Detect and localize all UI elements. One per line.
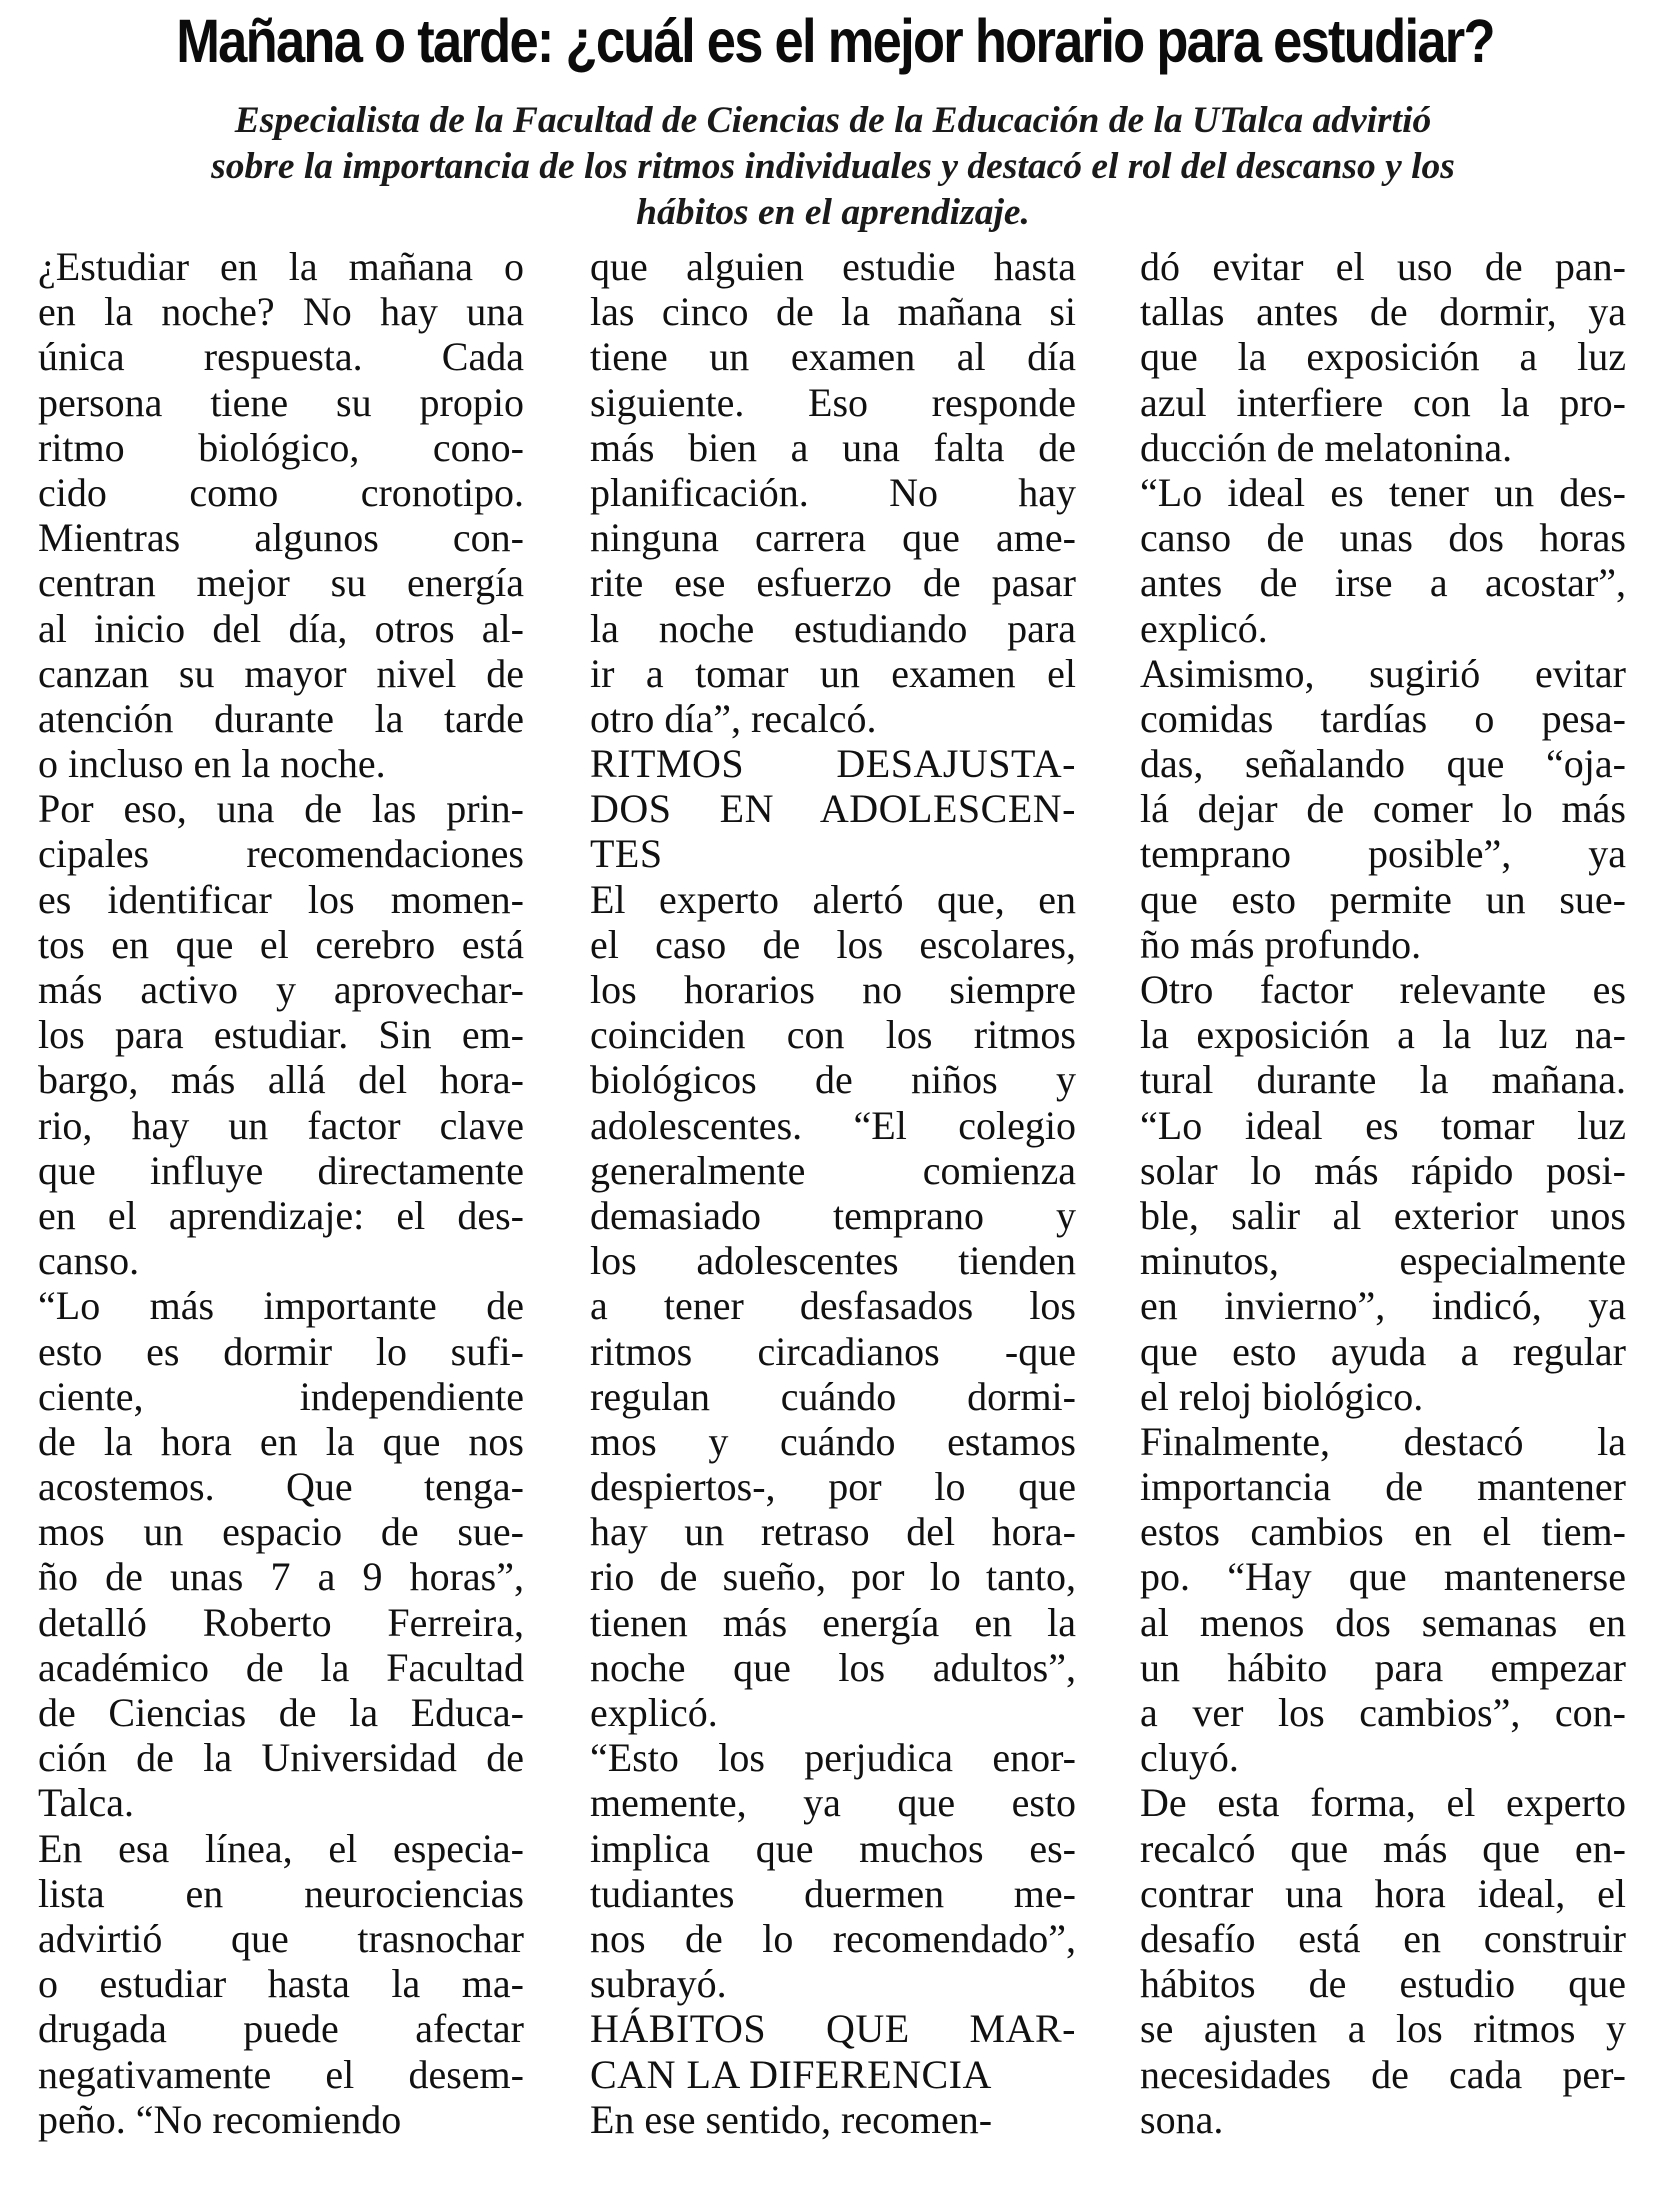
text-line: ducción de melatonina. <box>1140 424 1513 470</box>
article-headline: Mañana o tarde: ¿cuál es el mejor horario para estudiar? <box>176 7 1494 75</box>
deck-line: hábitos en el aprendizaje. <box>636 192 1030 233</box>
text-line: ble, salir al exterior unos <box>1140 1192 1626 1238</box>
body-paragraph <box>1140 651 1626 967</box>
text-line: ciente, independiente <box>38 1373 524 1419</box>
body-paragraph <box>1140 470 1626 651</box>
text-line: ción de la Universidad de <box>38 1735 524 1781</box>
text-line: ir a tomar un examen el <box>590 650 1076 696</box>
text-line: acostemos. Que tenga- <box>38 1464 524 1510</box>
text-line: que esto permite un sue- <box>1140 876 1626 922</box>
text-line: cipales recomendaciones <box>38 831 524 877</box>
text-line: que influye directamente <box>38 1147 524 1193</box>
text-line: peño. “No recomiendo <box>38 2096 402 2142</box>
text-line: los adolescentes tienden <box>590 1238 1076 1284</box>
text-line: tienen más energía en la <box>590 1599 1076 1645</box>
text-line: cluyó. <box>1140 1735 1239 1781</box>
text-line: académico de la Facultad <box>38 1644 524 1690</box>
text-line: “Esto los perjudica enor- <box>590 1735 1076 1781</box>
text-line: dó evitar el uso de pan- <box>1140 244 1626 289</box>
article-deck <box>40 98 1626 236</box>
text-line: El experto alertó que, en <box>590 876 1076 922</box>
text-line: rio, hay un factor clave <box>38 1102 524 1148</box>
text-column-3 <box>1140 244 1626 2189</box>
text-line: detalló Roberto Ferreira, <box>38 1599 524 1645</box>
text-line: canso. <box>38 1238 140 1284</box>
text-line: Por eso, una de las prin- <box>38 786 524 832</box>
text-line: generalmente comienza <box>590 1147 1076 1193</box>
body-paragraph <box>590 877 1076 1736</box>
text-line: los horarios no siempre <box>590 967 1076 1012</box>
text-line: “Lo ideal es tener un des- <box>1140 469 1626 515</box>
text-line: solar lo más rápido posi- <box>1140 1147 1626 1193</box>
text-line: Mientras algunos con- <box>38 515 524 561</box>
text-line: temprano posible”, ya <box>1140 831 1626 877</box>
text-line: ño más profundo. <box>1140 921 1422 967</box>
text-line: a tener desfasados los <box>590 1283 1076 1329</box>
text-line: nos de lo recomendado”, <box>590 1915 1076 1961</box>
section-subheading <box>590 2006 1076 2096</box>
text-line: noche que los adultos”, <box>590 1644 1076 1690</box>
text-line: rite ese esfuerzo de pasar <box>590 560 1076 606</box>
text-line: coinciden con los ritmos <box>590 1012 1076 1058</box>
text-line: canzan su mayor nivel de <box>38 650 524 696</box>
text-line: que alguien estudie hasta <box>590 244 1076 289</box>
text-line: demasiado temprano y <box>590 1192 1076 1238</box>
text-line: en el aprendizaje: el des- <box>38 1192 524 1238</box>
text-line: subrayó. <box>590 1961 727 2007</box>
body-paragraph <box>1140 1780 1626 2142</box>
text-line: “Lo más importante de <box>38 1283 524 1329</box>
text-line: en la noche? No hay una <box>38 289 524 335</box>
body-paragraph <box>38 244 524 786</box>
text-line: recalcó que más que en- <box>1140 1825 1626 1871</box>
text-line: que la exposición a luz <box>1140 334 1626 380</box>
text-line: despiertos-, por lo que <box>590 1464 1076 1510</box>
body-paragraph <box>590 244 1076 741</box>
body-paragraph <box>38 1826 524 2142</box>
deck-line: Especialista de la Facultad de Ciencias de la Educación de la UTalca advirtió <box>234 100 1432 141</box>
text-line: “Lo ideal es tomar luz <box>1140 1102 1626 1148</box>
text-line: drugada puede afectar <box>38 2006 524 2052</box>
text-line: minutos, especialmente <box>1140 1238 1626 1284</box>
text-line: antes de irse a acostar”, <box>1140 560 1626 606</box>
text-line: planificación. No hay <box>590 469 1076 515</box>
text-line: implica que muchos es- <box>590 1825 1076 1871</box>
text-line: Otro factor relevante es <box>1140 967 1626 1012</box>
text-line: siguiente. Eso responde <box>590 379 1076 425</box>
text-line: el reloj biológico. <box>1140 1373 1424 1419</box>
text-line: ¿Estudiar en la mañana o <box>38 244 524 289</box>
text-line: otro día”, recalcó. <box>590 695 877 741</box>
text-line: tos en que el cerebro está <box>38 921 524 967</box>
text-column-2 <box>590 244 1076 2189</box>
text-line: lá dejar de comer lo más <box>1140 786 1626 832</box>
text-line: explicó. <box>1140 605 1268 651</box>
text-line: bargo, más allá del hora- <box>38 1057 524 1103</box>
text-line: al menos dos semanas en <box>1140 1599 1626 1645</box>
text-line: Asimismo, sugirió evitar <box>1140 650 1626 696</box>
text-line: mos y cuándo estamos <box>590 1418 1076 1464</box>
text-line: o incluso en la noche. <box>38 741 386 787</box>
text-line: Talca. <box>38 1780 135 1826</box>
text-line: única respuesta. Cada <box>38 334 524 380</box>
text-line: ño de unas 7 a 9 horas”, <box>38 1554 524 1600</box>
body-paragraph <box>38 786 524 1283</box>
text-line: en invierno”, indicó, ya <box>1140 1283 1626 1329</box>
text-line: que esto ayuda a regular <box>1140 1328 1626 1374</box>
text-line: CAN LA DIFERENCIA <box>590 2051 992 2097</box>
text-line: canso de unas dos horas <box>1140 515 1626 561</box>
body-paragraph <box>38 1283 524 1825</box>
body-paragraph <box>1140 967 1626 1419</box>
text-line: la exposición a la luz na- <box>1140 1012 1626 1058</box>
text-line: es identificar los momen- <box>38 876 524 922</box>
text-line: RITMOS DESAJUSTA- <box>590 741 1076 787</box>
text-line: las cinco de la mañana si <box>590 289 1076 335</box>
text-line: HÁBITOS QUE MAR- <box>590 2006 1076 2052</box>
text-line: se ajusten a los ritmos y <box>1140 2006 1626 2052</box>
text-line: o estudiar hasta la ma- <box>38 1961 524 2007</box>
text-line: regulan cuándo dormi- <box>590 1373 1076 1419</box>
text-line: lista en neurociencias <box>38 1870 524 1916</box>
text-line: ritmo biológico, cono- <box>38 424 524 470</box>
text-line: TES <box>590 831 663 877</box>
text-line: advirtió que trasnochar <box>38 1915 524 1961</box>
text-line: tiene un examen al día <box>590 334 1076 380</box>
text-line: de la hora en la que nos <box>38 1418 524 1464</box>
body-paragraph <box>1140 1419 1626 1781</box>
deck-line: sobre la importancia de los ritmos individuales y destacó el rol del descanso y los <box>211 146 1455 187</box>
section-subheading <box>590 741 1076 877</box>
text-line: de Ciencias de la Educa- <box>38 1690 524 1735</box>
text-line: centran mejor su energía <box>38 560 524 606</box>
text-line: memente, ya que esto <box>590 1780 1076 1826</box>
body-paragraph <box>590 2097 1076 2142</box>
text-line: mos un espacio de sue- <box>38 1509 524 1555</box>
text-line: atención durante la tarde <box>38 695 524 741</box>
text-line: necesidades de cada per- <box>1140 2051 1626 2097</box>
text-line: al inicio del día, otros al- <box>38 605 524 651</box>
text-line: un hábito para empezar <box>1140 1644 1626 1690</box>
text-line: cido como cronotipo. <box>38 469 524 515</box>
text-column-1 <box>38 244 524 2189</box>
text-line: En ese sentido, recomen- <box>590 2096 993 2142</box>
text-line: sona. <box>1140 2096 1224 2142</box>
text-line: azul interfiere con la pro- <box>1140 379 1626 425</box>
text-line: la noche estudiando para <box>590 605 1076 651</box>
text-line: tural durante la mañana. <box>1140 1057 1626 1103</box>
text-line: contrar una hora ideal, el <box>1140 1870 1626 1916</box>
text-line: estos cambios en el tiem- <box>1140 1509 1626 1555</box>
text-line: DOS EN ADOLESCEN- <box>590 786 1076 832</box>
text-line: das, señalando que “oja- <box>1140 741 1626 787</box>
text-line: De esta forma, el experto <box>1140 1780 1626 1826</box>
text-line: persona tiene su propio <box>38 379 524 425</box>
article-body <box>38 244 1628 2189</box>
text-line: el caso de los escolares, <box>590 921 1076 967</box>
text-line: comidas tardías o pesa- <box>1140 695 1626 741</box>
text-line: desafío está en construir <box>1140 1915 1626 1961</box>
text-line: explicó. <box>590 1690 718 1735</box>
text-line: adolescentes. “El colegio <box>590 1102 1076 1148</box>
text-line: esto es dormir lo sufi- <box>38 1328 524 1374</box>
text-line: ritmos circadianos -que <box>590 1328 1076 1374</box>
text-line: hay un retraso del hora- <box>590 1509 1076 1555</box>
text-line: a ver los cambios”, con- <box>1140 1690 1626 1735</box>
text-line: En esa línea, el especia- <box>38 1825 524 1871</box>
text-line: po. “Hay que mantenerse <box>1140 1554 1626 1600</box>
text-line: más bien a una falta de <box>590 424 1076 470</box>
text-line: hábitos de estudio que <box>1140 1961 1626 2007</box>
text-line: tudiantes duermen me- <box>590 1870 1076 1916</box>
text-line: negativamente el desem- <box>38 2051 524 2097</box>
body-paragraph <box>590 1735 1076 2006</box>
text-line: ninguna carrera que ame- <box>590 515 1076 561</box>
body-paragraph <box>1140 244 1626 470</box>
text-line: Finalmente, destacó la <box>1140 1418 1626 1464</box>
text-line: importancia de mantener <box>1140 1464 1626 1510</box>
text-line: biológicos de niños y <box>590 1057 1076 1103</box>
text-line: los para estudiar. Sin em- <box>38 1012 524 1058</box>
text-line: rio de sueño, por lo tanto, <box>590 1554 1076 1600</box>
text-line: más activo y aprovechar- <box>38 967 524 1012</box>
text-line: tallas antes de dormir, ya <box>1140 289 1626 335</box>
